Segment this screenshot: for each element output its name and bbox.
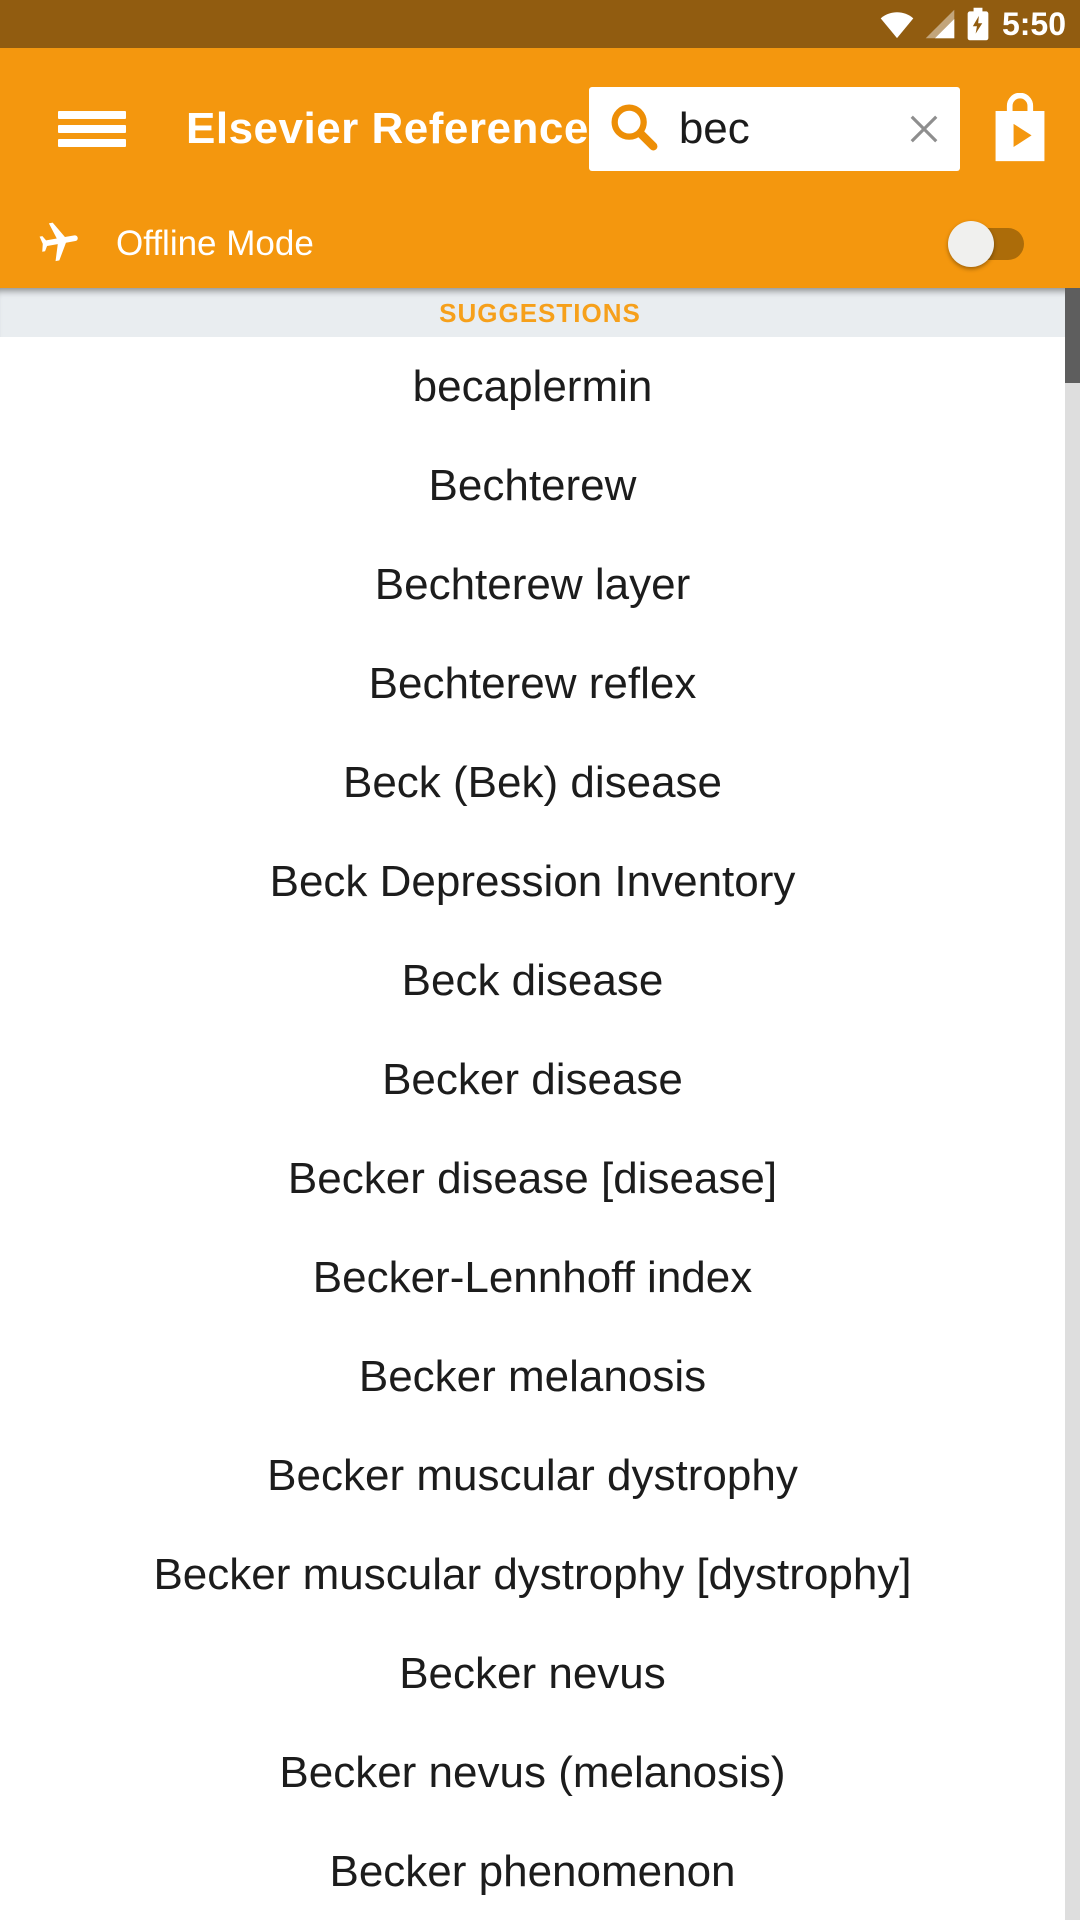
suggestion-item[interactable]: Beck (Bek) disease — [342, 757, 723, 807]
suggestion-item[interactable]: Becker muscular dystrophy — [267, 1450, 798, 1500]
cellular-signal-icon — [924, 9, 956, 39]
airplane-icon — [36, 219, 82, 270]
page-title: Elsevier Reference — [186, 104, 589, 153]
offline-mode-row — [0, 210, 1080, 288]
suggestion-item[interactable]: Bechterew layer — [374, 559, 691, 609]
menu-icon[interactable] — [58, 107, 130, 151]
search-query-text[interactable]: bec — [678, 104, 750, 153]
suggestion-item[interactable]: Becker melanosis — [358, 1351, 707, 1401]
wifi-icon — [880, 9, 914, 39]
search-input[interactable] — [589, 87, 960, 171]
store-bag-icon[interactable] — [980, 87, 1060, 171]
toggle-thumb[interactable] — [948, 221, 994, 267]
suggestion-item[interactable]: Becker-Lennhoff index — [312, 1252, 753, 1302]
suggestion-item[interactable]: Becker nevus (melanosis) — [279, 1747, 786, 1797]
suggestion-item[interactable]: Becker nevus — [399, 1648, 666, 1698]
status-bar — [0, 0, 1080, 48]
status-time: 5:50 — [1001, 6, 1066, 42]
scrollbar-thumb[interactable] — [1065, 288, 1080, 383]
suggestion-item[interactable]: Becker muscular dystrophy [dystrophy] — [153, 1549, 912, 1599]
suggestion-item[interactable]: Beck disease — [401, 955, 664, 1005]
app-bar — [0, 48, 1080, 288]
suggestion-item[interactable]: Bechterew reflex — [368, 658, 697, 708]
suggestion-item[interactable]: Bechterew — [428, 460, 637, 510]
scrollbar-track[interactable] — [1065, 288, 1080, 1920]
app-bar-main-row — [0, 48, 1080, 210]
suggestion-item[interactable]: becaplermin — [412, 361, 653, 411]
suggestions-header-label: SUGGESTIONS — [439, 298, 641, 328]
suggestion-item[interactable]: Becker phenomenon — [329, 1846, 736, 1896]
suggestion-item[interactable]: Becker disease [disease] — [287, 1153, 778, 1203]
search-icon — [605, 98, 663, 161]
suggestion-item[interactable]: Becker disease — [382, 1054, 683, 1104]
clear-search-icon[interactable] — [902, 107, 946, 151]
offline-mode-label: Offline Mode — [116, 224, 314, 263]
suggestions-list — [0, 337, 1080, 1920]
suggestions-header — [0, 288, 1080, 337]
suggestion-item[interactable]: Beck Depression Inventory — [269, 856, 796, 906]
offline-mode-toggle[interactable] — [948, 220, 1030, 268]
battery-charging-icon — [966, 7, 990, 41]
